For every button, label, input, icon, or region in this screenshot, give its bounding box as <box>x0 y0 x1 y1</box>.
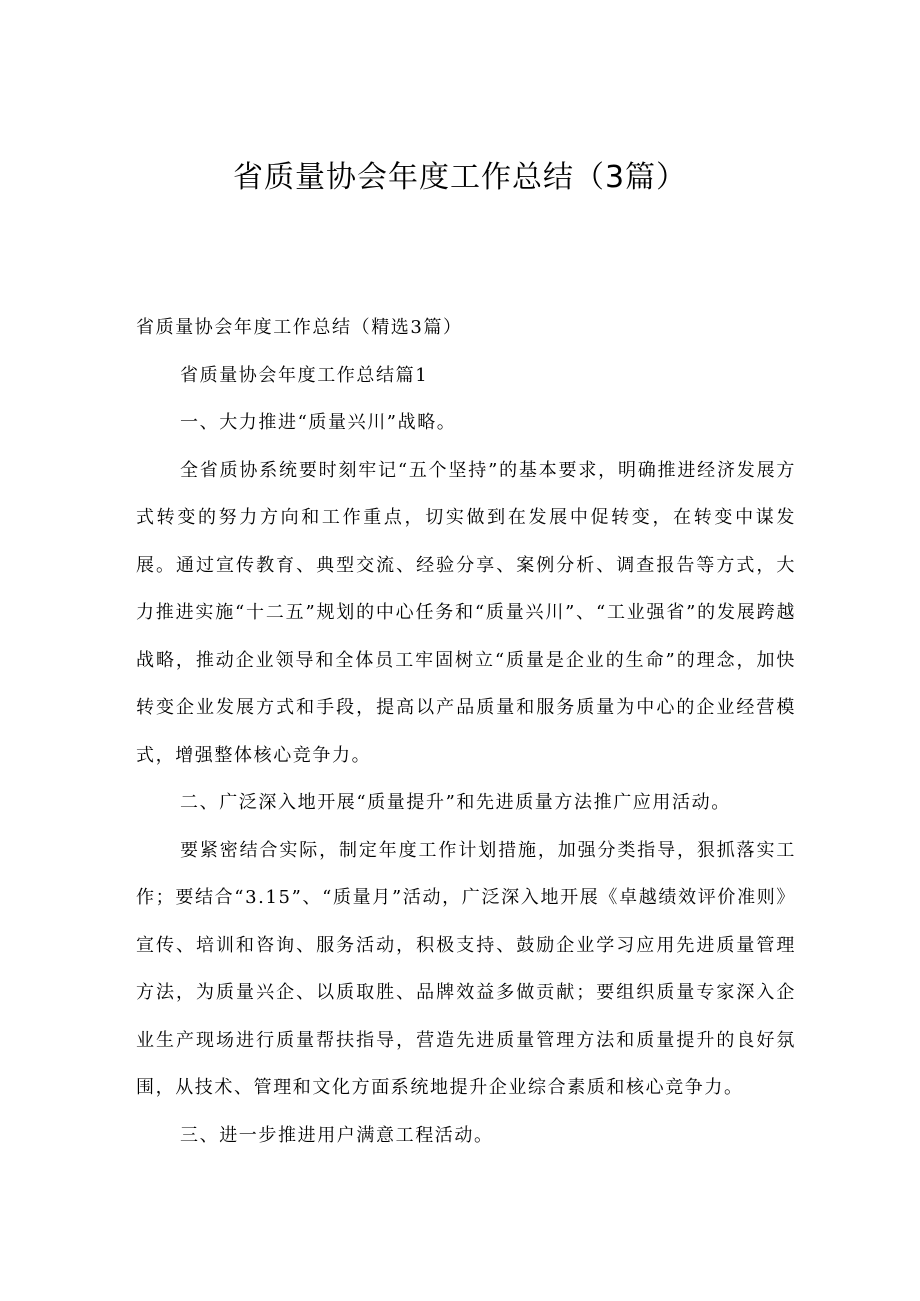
paragraph-heading-3: 三、进一步推进用户满意工程活动。 <box>180 1124 494 1146</box>
paragraph-body-1: 全省质协系统要时刻牢记“五个坚持”的基本要求，明确推进经济发展方式转变的努力方向和工作重点，切实做到在发展中促转变，在转变中谋发展。通过宣传教育、典型交流、经验分享、案例分析、调查报告等方式，大力推进实施“十二五”规划的中心任务和“质量兴川”、“工业强省”的发展跨越战略，推动企业领导和全体员工牢固树立“质量是企业的生命”的理念，加快转变企业发展方式和手段，提高以产品质量和服务质量为中心的企业经营模式，增强整体核心竞争力。 <box>136 459 796 766</box>
section-heading: 省质量协会年度工作总结篇1 <box>180 364 429 386</box>
document-title: 省质量协会年度工作总结（3篇） <box>232 160 688 195</box>
paragraph-heading-2: 二、广泛深入地开展“质量提升”和先进质量方法推广应用活动。 <box>180 792 731 813</box>
document-subtitle: 省质量协会年度工作总结（精选3篇） <box>136 317 463 338</box>
paragraph-body-2: 要紧密结合实际，制定年度工作计划措施，加强分类指导，狠抓落实工作；要结合“3.15”、“质量月”活动，广泛深入地开展《卓越绩效评价准则》宣传、培训和咨询、服务活动，积极支持、鼓励企业学习应用先进质量管理方法，为质量兴企、以质取胜、品牌效益多做贡献；要组织质量专家深入企业生产现场进行质量帮扶指导，营造先进质量管理方法和质量提升的良好氛围，从技术、管理和文化方面系统地提升企业综合素质和核心竞争力。 <box>136 839 796 1098</box>
paragraph-heading-1: 一、大力推进“质量兴川”战略。 <box>180 412 457 433</box>
document-body <box>136 304 796 1159</box>
